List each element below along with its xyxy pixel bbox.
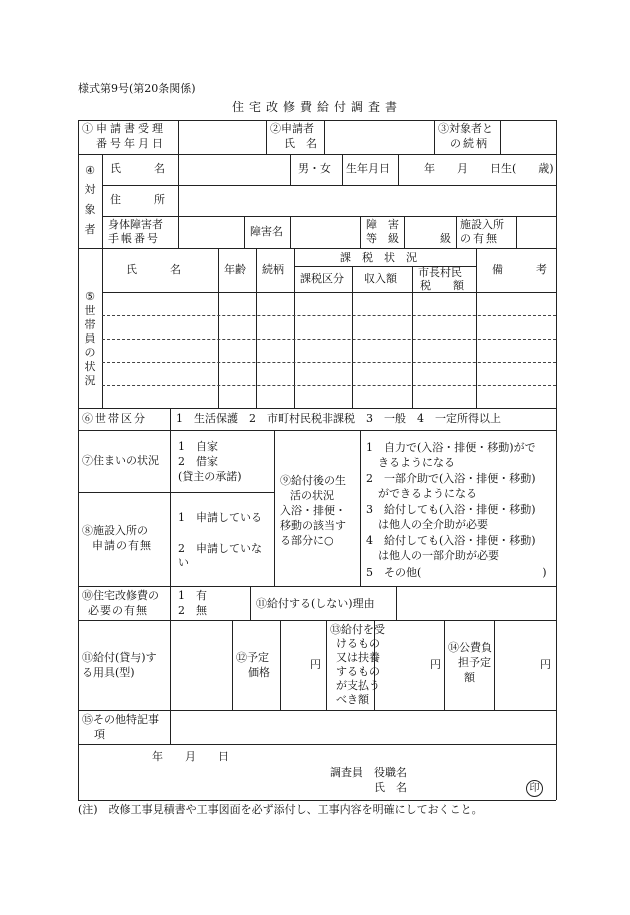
after-option-3b: は他人の全介助が必要: [378, 518, 488, 531]
style-number: 様式第9号(第20条関係): [78, 82, 196, 95]
public-label-1: ⑭公費負: [448, 641, 492, 654]
applicant-label-2: 氏 名: [284, 137, 317, 150]
public-label-3: 額: [464, 671, 475, 684]
receipt-label-2: 番号年月日: [96, 137, 166, 150]
public-yen: 円: [540, 658, 551, 671]
after-option-5: 5 その他( ): [366, 566, 547, 579]
cert-label-2: 手帳番号: [108, 232, 160, 245]
public-label-2: 担予定: [458, 656, 491, 669]
price-yen: 円: [310, 658, 321, 671]
household-name-header: 氏 名: [126, 263, 181, 276]
other-label-2: 項: [94, 728, 105, 741]
after-option-2b: ができるようになる: [378, 487, 477, 500]
relation-label-2: の続柄: [450, 137, 489, 150]
application-label-2: 申請の有無: [92, 539, 152, 552]
after-option-1b: きるようになる: [378, 456, 455, 469]
payer-yen: 円: [430, 658, 441, 671]
subject-num: ④: [85, 164, 95, 177]
items-label-2: る用具(型): [82, 666, 135, 679]
application-label: ⑧施設入所の: [82, 524, 148, 537]
after-option-2: 2 一部介助で(入浴・排便・移動): [366, 472, 536, 485]
need-option-1: 1 有: [178, 589, 207, 602]
reason-label: ⑪給付する(しない)理由: [256, 597, 375, 610]
disability-label: 障害名: [250, 225, 283, 238]
application-option-2: 2 申請していな: [178, 542, 262, 555]
cert-label: 身体障害者: [108, 218, 163, 231]
city-tax-header: 市長村民: [418, 266, 462, 279]
after-option-1: 1 自力で(入浴・排便・移動)がで: [366, 441, 536, 454]
grade-label-2: 等 級: [366, 232, 399, 245]
price-label: ⑫予定: [236, 651, 269, 664]
after-option-4: 4 給付しても(入浴・排便・移動): [366, 534, 536, 547]
payer-label-5: が支払う: [336, 679, 380, 692]
birth-label: 生年月日: [346, 162, 390, 175]
items-label: ⑪給付(貸与)す: [82, 651, 157, 664]
sex-label: 男・女: [298, 162, 331, 175]
category-label: ⑥世帯区分: [82, 412, 147, 425]
payer-label-3: 又は扶養: [336, 651, 380, 664]
after-label-4: 移動の該当す: [280, 519, 346, 532]
receipt-label: ①申請書受理: [82, 122, 166, 135]
subject-name-label: 氏 名: [110, 162, 165, 175]
age-header: 年齢: [224, 263, 246, 276]
application-option-1: 1 申請している: [178, 511, 262, 524]
payer-label-1: ⑬給付を受: [330, 623, 385, 636]
other-label: ⑮その他特記事: [82, 713, 159, 726]
city-tax-header-2: 税 額: [420, 279, 464, 292]
payer-label-6: べき額: [336, 693, 369, 706]
need-option-2: 2 無: [178, 604, 207, 617]
after-label-2: 活の状況: [290, 489, 334, 502]
payer-label-2: けるもの: [336, 637, 380, 650]
investigator-name: 氏 名: [374, 781, 407, 794]
after-label-3: 入浴・排便・: [280, 504, 346, 517]
grade-unit: 級: [440, 232, 451, 245]
after-label-1: ⑨給付後の生: [280, 474, 346, 487]
tax-class-header: 課税区分: [300, 272, 344, 285]
relation-label: ③対象者と: [438, 122, 493, 135]
housing-option-3: (貸主の承諾): [178, 470, 242, 483]
signature-date: 年 月 日: [152, 750, 229, 763]
tax-header: 課 税 状 況: [340, 251, 417, 264]
housing-option-2: 2 借家: [178, 455, 218, 468]
investigator-label: 調査員 役職名: [330, 766, 407, 779]
seal-icon: 印: [526, 780, 543, 797]
household-num: ⑤: [85, 290, 95, 303]
footnote: (注) 改修工事見積書や工事図面を必ず添付し、工事内容を明確にしておくこと。: [78, 803, 483, 816]
payer-label-4: するもの: [336, 665, 380, 678]
subject-label: 対象者: [84, 183, 96, 236]
household-label: 世帯員の状況: [84, 304, 96, 387]
applicant-label: ②申請者: [270, 122, 314, 135]
birth-format: 年 月 日生( 歳): [424, 162, 554, 175]
price-label-2: 価格: [248, 666, 270, 679]
facility-label: 施設入所: [460, 218, 504, 231]
after-label-5: る部分に○: [280, 534, 334, 547]
category-options: 1 生活保護 2 市町村民税非課税 3 一般 4 一定所得以上: [176, 412, 501, 425]
income-header: 収入額: [364, 272, 397, 285]
need-label-2: 必要の有無: [88, 604, 148, 617]
address-label: 住 所: [110, 193, 165, 206]
need-label: ⑩住宅改修費の: [82, 589, 159, 602]
after-option-3: 3 給付しても(入浴・排便・移動): [366, 503, 536, 516]
relation-header: 続柄: [262, 263, 284, 276]
facility-label-2: の有無: [460, 232, 499, 245]
housing-option-1: 1 自家: [178, 440, 218, 453]
form-title: 住宅改修費給付調査書: [232, 100, 403, 114]
application-option-2b: い: [178, 556, 189, 569]
note-header: 備 考: [492, 263, 547, 276]
grade-label: 障 害: [366, 218, 399, 231]
housing-label: ⑦住まいの状況: [82, 454, 159, 467]
after-option-4b: は他人の一部介助が必要: [378, 549, 499, 562]
